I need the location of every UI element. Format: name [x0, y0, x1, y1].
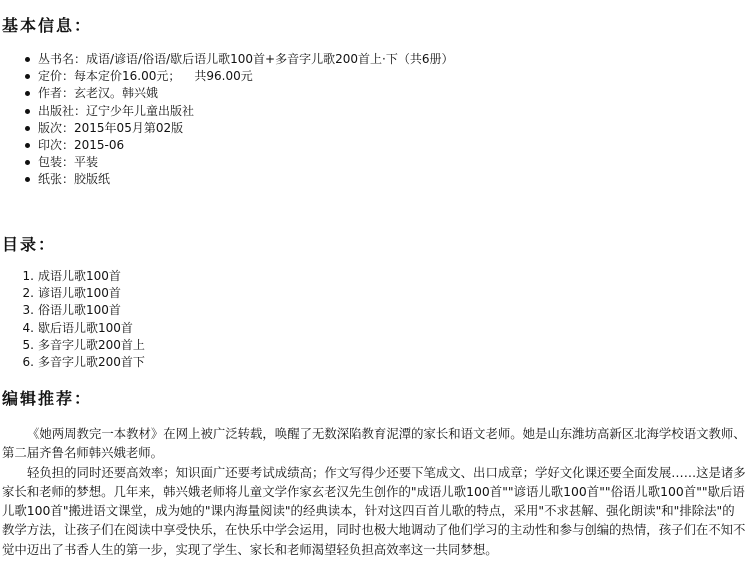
recommendation-paragraph: 《她两周教完一本教材》在网上被广泛转载，唤醒了无数深陷教育泥潭的家长和语文老师。她是山东潍坊高新区北海学校语文教师、第二届齐鲁名师韩兴娥老师。: [2, 426, 746, 461]
info-label: 版次：: [38, 120, 75, 135]
toc-item: [0, 354, 145, 371]
toc-item-label: 成语儿歌100首: [38, 269, 121, 283]
info-label: 出版社：: [38, 103, 87, 118]
toc-item-label: 俗语儿歌100首: [38, 303, 121, 318]
toc-item-label: 多音字儿歌200首下: [38, 355, 145, 370]
info-item-printing: [0, 137, 453, 154]
toc-item: [0, 268, 145, 285]
recommendation-heading: 编辑推荐：: [2, 389, 93, 408]
info-value: 辽宁少年儿童出版社: [86, 103, 195, 118]
info-item-binding: [0, 154, 453, 171]
info-item-author: [0, 85, 453, 102]
info-value: 每本定价16.00元；: [74, 69, 181, 84]
recommendation-body: [2, 424, 746, 559]
toc-item-label: 歇后语儿歌100首: [38, 320, 133, 335]
toc-item-label: 多音字儿歌200首上: [38, 337, 145, 352]
toc-item-number: 1.: [22, 269, 34, 283]
info-value-total: 共96.00元: [194, 69, 253, 84]
info-value: 2015年05月第02版: [74, 120, 184, 135]
toc-item-number: 2.: [22, 286, 34, 301]
basic-info-heading: 基本信息：: [2, 16, 93, 35]
info-label: 印次：: [38, 138, 75, 153]
toc-item-number: 4.: [22, 320, 34, 335]
info-value: 平装: [74, 155, 99, 170]
toc-item: [0, 302, 145, 319]
info-value: 玄老汉。韩兴娥: [74, 86, 159, 101]
toc-heading: 目录：: [2, 235, 57, 254]
basic-info-list: [0, 51, 453, 189]
info-label: 定价：: [38, 69, 75, 84]
recommendation-paragraph: 轻负担的同时还要高效率；知识面广还要考试成绩高；作文写得少还要下笔成文、出口成章；学好文化课还要全面发展……这是诸多家长和老师的梦想。几年来，韩兴娥老师将儿童文学作家玄老汉先生创作的"成语儿歌100首""谚语儿歌100首""俗语儿歌100首""歇后语儿歌100首"搬进语文课堂，成为她的"课内海量阅读"的经典读本，针对这四百首儿歌的特点，采用"不求甚解、强化朗读"和"排除法"的教学方法，让孩子们在阅读中享受快乐，在快乐中学会运用，同时也极大地调动了他们学习的主动性和参与创编的热情，孩子们在不知不觉中迈出了书香人生的第一步，实现了学生、家长和老师渴望轻负担高效率这一共同梦想。: [2, 464, 746, 557]
info-item-price: [0, 68, 453, 85]
toc-item-number: 3.: [22, 303, 34, 318]
toc-item: [0, 320, 145, 337]
toc-item-number: 6.: [22, 355, 34, 370]
toc-item: [0, 285, 145, 302]
info-item-edition: [0, 120, 453, 137]
info-item-publisher: [0, 103, 453, 120]
toc-item: [0, 337, 145, 354]
info-value: 2015-06: [74, 138, 125, 153]
info-label: 丛书名：: [38, 52, 87, 66]
toc-list: [0, 268, 145, 371]
toc-item-number: 5.: [22, 337, 34, 352]
info-value: 成语/谚语/俗语/歇后语儿歌100首+多音字儿歌200首上·下（共6册）: [86, 52, 454, 66]
info-item-paper: [0, 171, 453, 188]
info-label: 作者：: [38, 86, 75, 101]
info-item-series: [0, 51, 453, 68]
info-label: 纸张：: [38, 172, 75, 187]
toc-item-label: 谚语儿歌100首: [38, 286, 121, 301]
info-value: 胶版纸: [74, 172, 111, 187]
info-label: 包装：: [38, 155, 75, 170]
